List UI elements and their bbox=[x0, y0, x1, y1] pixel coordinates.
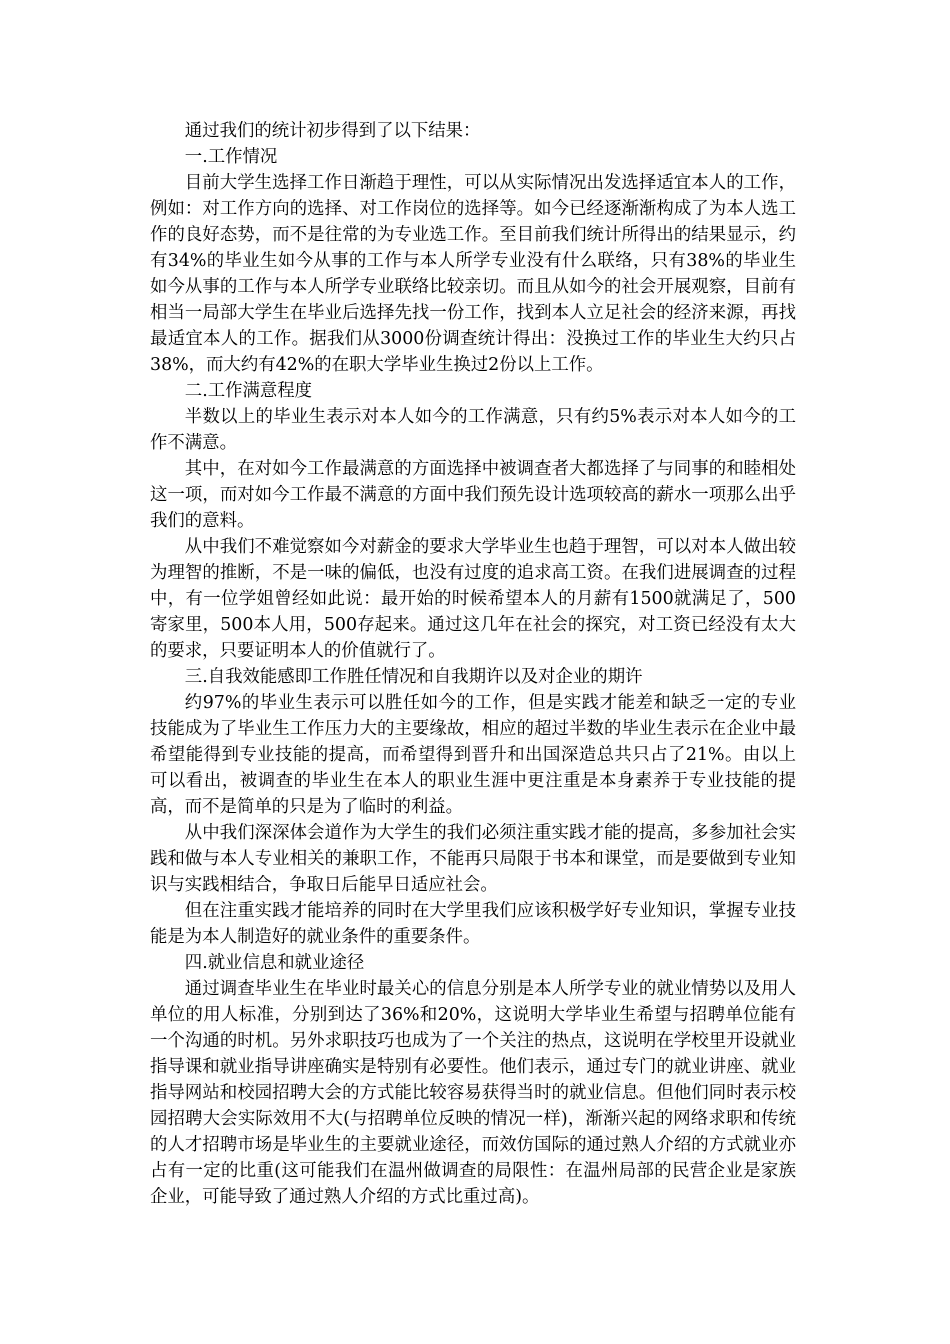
paragraph: 半数以上的毕业生表示对本人如今的工作满意，只有约5%表示对本人如今的工作不满意。 bbox=[150, 407, 796, 453]
section-heading-work-situation: 一.工作情况 bbox=[184, 147, 278, 167]
paragraph: 约97%的毕业生表示可以胜任如今的工作，但是实践才能差和缺乏一定的专业技能成为了毕业生工作压力大的主要缘故，相应的超过半数的毕业生表示在企业中最希望能得到专业技能的提高，而希望得到晋升和出国深造总共只占了21%。由以上可以看出，被调查的毕业生在本人的职业生涯中更注重是本身素养于专业技能的提高，而不是简单的只是为了临时的利益。 bbox=[150, 693, 796, 817]
section-heading-self-efficacy: 三.自我效能感即工作胜任情况和自我期许以及对企业的期许 bbox=[184, 667, 643, 687]
intro-paragraph: 通过我们的统计初步得到了以下结果： bbox=[184, 121, 481, 141]
section-heading-job-satisfaction: 二.工作满意程度 bbox=[184, 381, 313, 401]
paragraph: 但在注重实践才能培养的同时在大学里我们应该积极学好专业知识，掌握专业技能是为本人制造好的就业条件的重要条件。 bbox=[150, 901, 796, 947]
document-body bbox=[150, 118, 796, 1210]
paragraph: 目前大学生选择工作日渐趋于理性，可以从实际情况出发选择适宜本人的工作，例如：对工作方向的选择、对工作岗位的选择等。如今已经逐渐渐构成了为本人选工作的良好态势，而不是往常的为专业选工作。至目前我们统计所得出的结果显示，约有34%的毕业生如今从事的工作与本人所学专业没有什么联络，只有38%的毕业生如今从事的工作与本人所学专业联络比较亲切。而且从如今的社会开展观察，目前有相当一局部大学生在毕业后选择先找一份工作，找到本人立足社会的经济来源，再找最适宜本人的工作。据我们从3000份调查统计得出：没换过工作的毕业生大约只占38%，而大约有42%的在职大学毕业生换过2份以上工作。 bbox=[150, 173, 796, 375]
paragraph: 通过调查毕业生在毕业时最关心的信息分别是本人所学专业的就业情势以及用人单位的用人标准，分别到达了36%和20%，这说明大学毕业生希望与招聘单位能有一个沟通的时机。另外求职技巧也成为了一个关注的热点，这说明在学校里开设就业指导课和就业指导讲座确实是特别有必要性。他们表示，通过专门的就业讲座、就业指导网站和校园招聘大会的方式能比较容易获得当时的就业信息。但他们同时表示校园招聘大会实际效用不大(与招聘单位反映的情况一样)，渐渐兴起的网络求职和传统的人才招聘市场是毕业生的主要就业途径，而效仿国际的通过熟人介绍的方式就业亦占有一定的比重(这可能我们在温州做调查的局限性：在温州局部的民营企业是家族企业，可能导致了通过熟人介绍的方式比重过高)。 bbox=[150, 979, 796, 1207]
section-heading-employment-info: 四.就业信息和就业途径 bbox=[184, 953, 365, 973]
paragraph: 其中，在对如今工作最满意的方面选择中被调查者大都选择了与同事的和睦相处这一项，而对如今工作最不满意的方面中我们预先设计选项较高的薪水一项那么出乎我们的意料。 bbox=[150, 459, 796, 531]
paragraph: 从中我们不难觉察如今对薪金的要求大学毕业生也趋于理智，可以对本人做出较为理智的推断，不是一味的偏低，也没有过度的追求高工资。在我们进展调查的过程中，有一位学姐曾经如此说：最开始的时候希望本人的月薪有1500就满足了，500寄家里，500本人用，500存起来。通过这几年在社会的探究，对工资已经没有太大的要求，只要证明本人的价值就行了。 bbox=[150, 537, 796, 661]
paragraph: 从中我们深深体会道作为大学生的我们必须注重实践才能的提高，多参加社会实践和做与本人专业相关的兼职工作，不能再只局限于书本和课堂，而是要做到专业知识与实践相结合，争取日后能早日适应社会。 bbox=[150, 823, 796, 895]
